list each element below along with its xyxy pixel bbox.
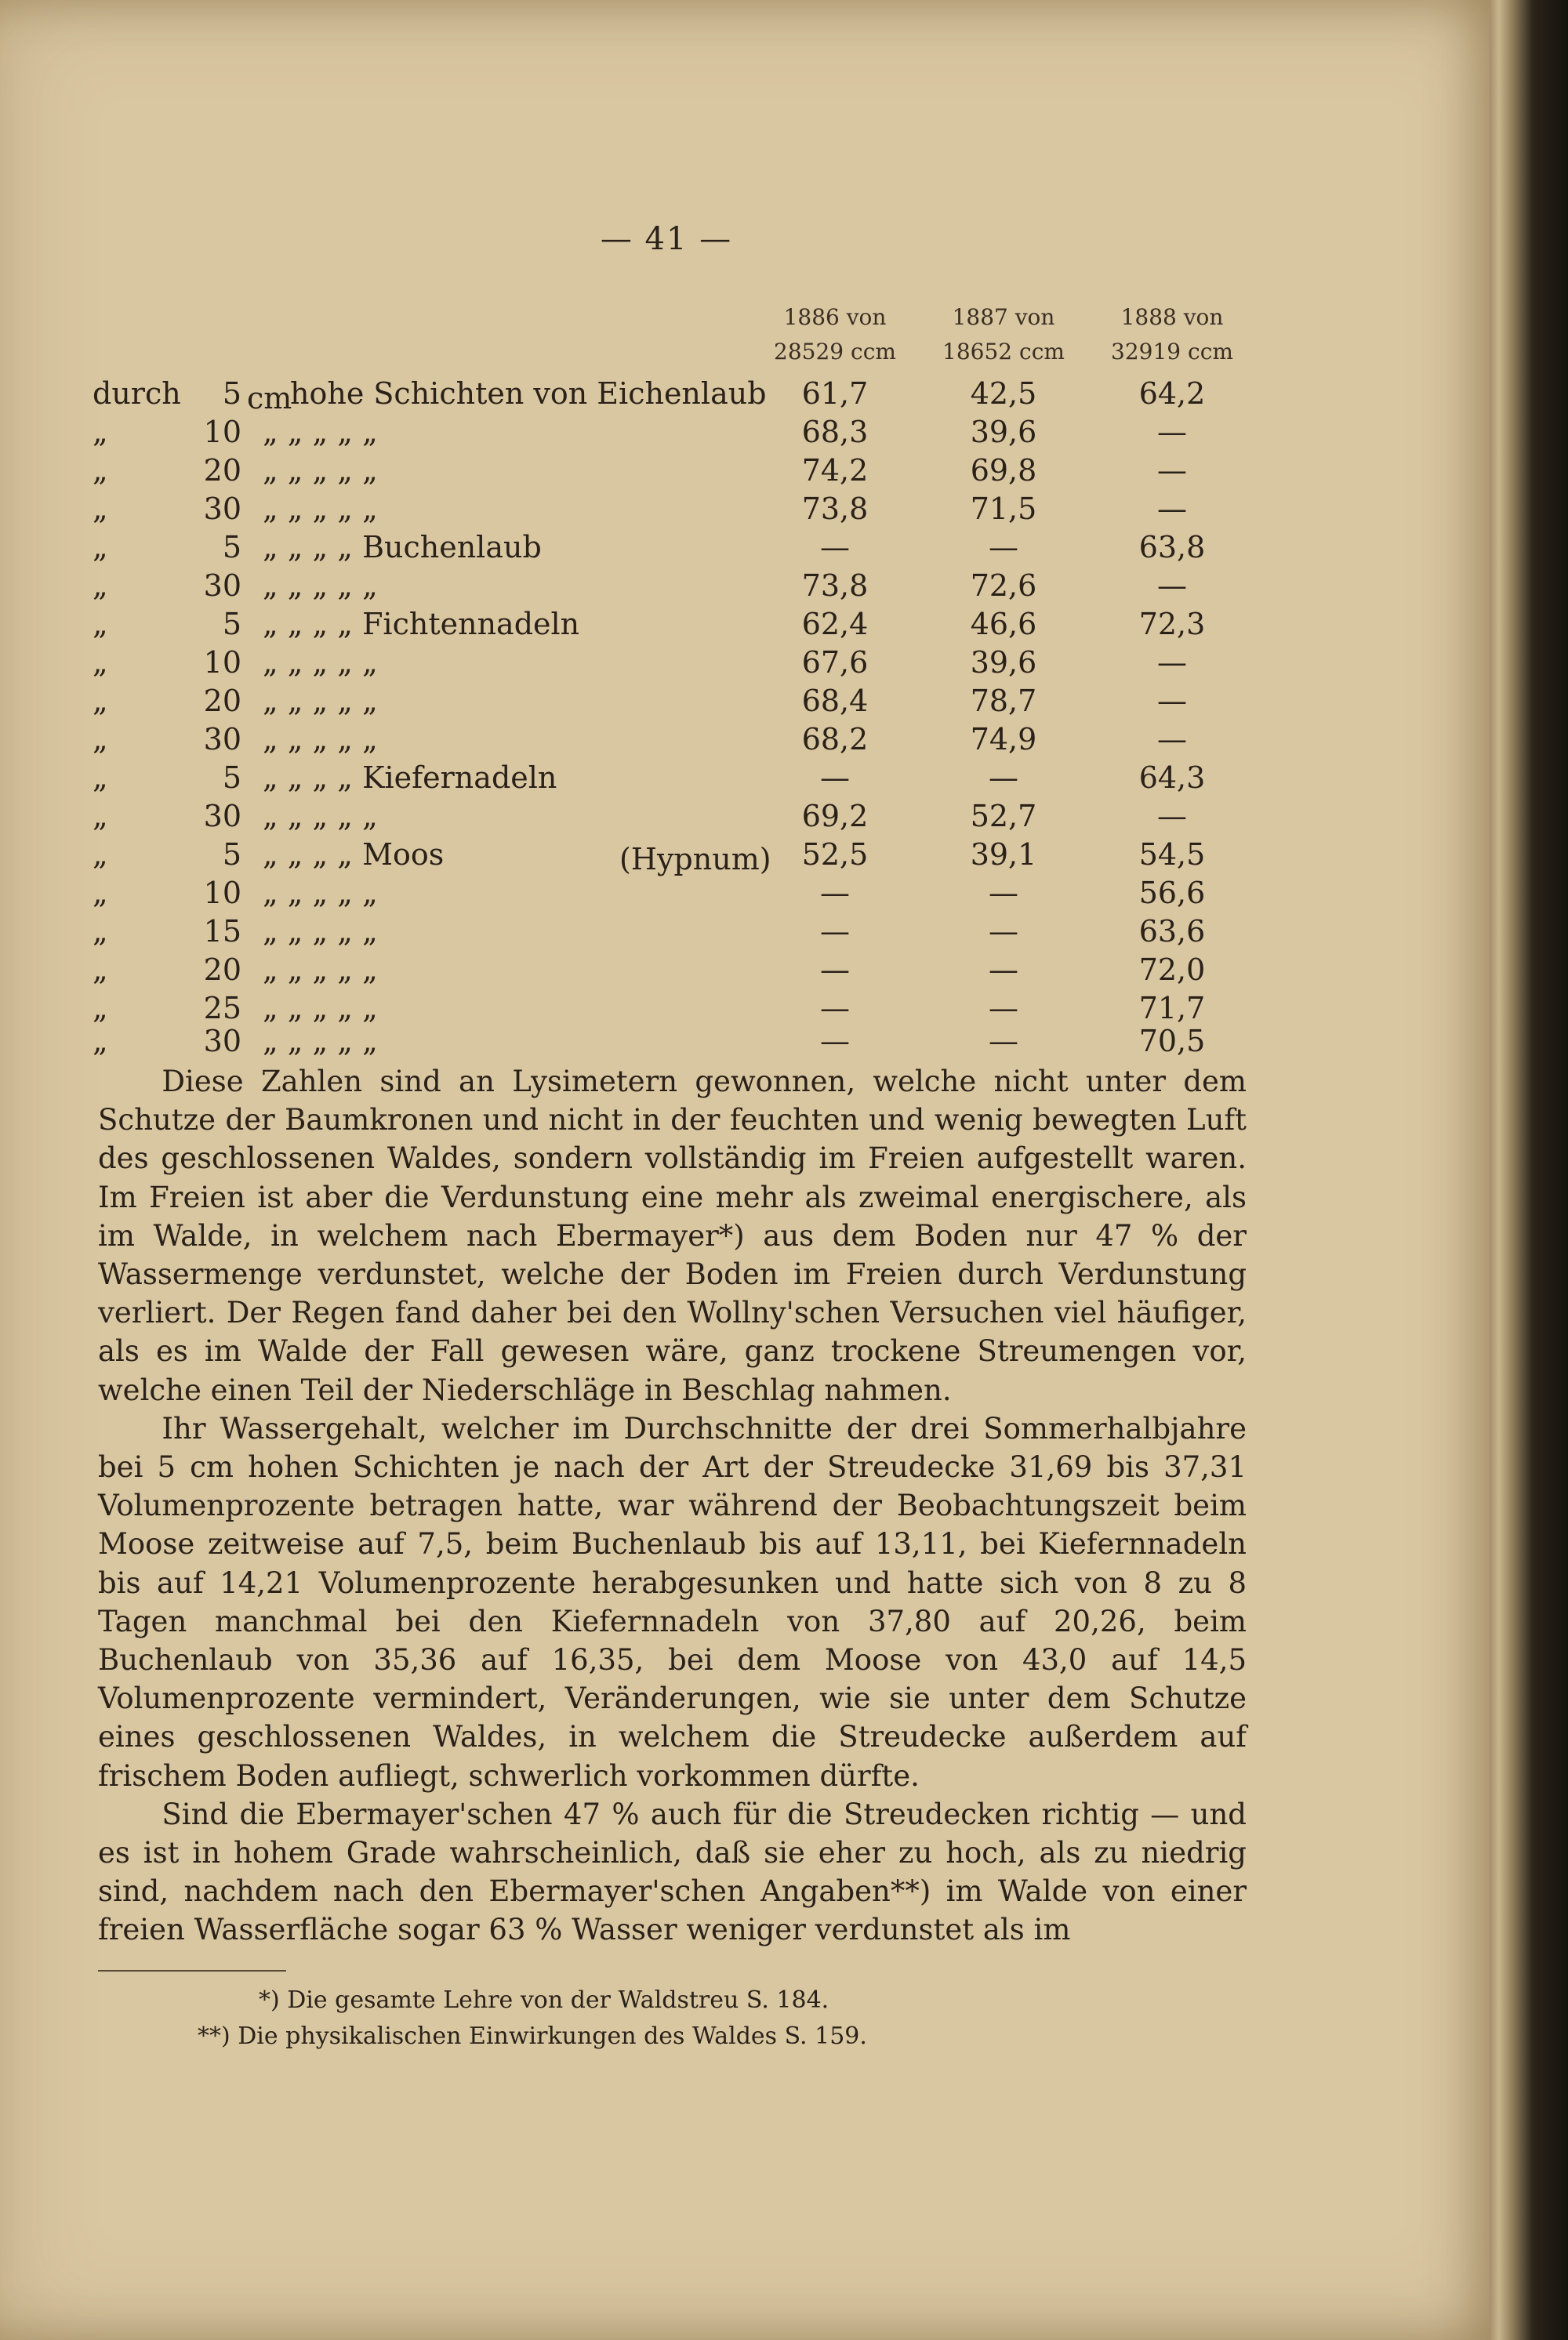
value-1887: 42,5 [970,376,1037,411]
value-1888: 71,7 [1138,991,1206,1025]
paragraph: Diese Zahlen sind an Lysimetern gewonnen, welche nicht unter dem Schutze der Baumkronen und nicht in der feuchten und wenig bewegten Luft des geschlossenen Waldes, sondern vollständig im Freien aufgestellt waren. Im Freien ist aber die Verdunstung eine mehr als zweimal energischere, als im Walde, in welchem nach Ebermayer*) aus dem Boden nur 47 % der Wassermenge verdunstet, welche der Boden im Freien durch Verdunstung verliert. Der Regen fand daher bei den Wollny'schen Versuchen viel häufiger, als es im Walde der Fall gewesen wäre, ganz trockene Streumengen vor, welche einen Teil der Niederschläge in Beschlag nahmen. [98,1065,1247,1407]
row-description: „ „ „ „ „ [263,492,378,526]
row-unit: cm [247,381,292,415]
value-1886: 68,2 [801,722,869,756]
value-1886: — [820,914,850,949]
value-1888: 72,0 [1138,952,1206,987]
row-depth: 20 [203,453,241,488]
value-1886: — [820,1024,850,1058]
value-1886: 67,6 [801,645,869,680]
row-prefix: „ [93,991,108,1025]
row-description: „ „ „ „ „ [263,453,378,488]
value-1888: 56,6 [1138,876,1206,910]
value-1886: 69,2 [801,799,869,833]
value-1888: 72,3 [1138,607,1206,641]
row-description: „ „ „ „ „ [263,415,378,449]
row-depth: 20 [203,952,241,987]
value-1887: — [989,876,1018,910]
value-1886: 62,4 [801,607,869,641]
row-depth: 15 [203,914,241,949]
row-description: hohe Schichten von Eichenlaub [290,376,767,411]
row-prefix: „ [93,684,108,718]
table-row [0,684,1333,721]
row-prefix: durch [93,376,181,411]
row-description: „ „ „ „ Fichtennadeln [263,607,580,641]
table-row [0,607,1333,644]
column-amount: 32919 ccm [1111,339,1233,365]
value-1886: — [820,530,850,564]
table-row [0,952,1333,990]
value-1886: 68,3 [801,415,869,449]
value-1887: — [989,530,1018,564]
column-header-1886 [749,300,921,369]
footnote-rule [98,1970,286,1972]
value-1886: — [820,876,850,910]
row-description: „ „ „ „ Moos [263,837,445,872]
value-1886: — [820,760,850,795]
column-amount: 28529 ccm [774,339,896,365]
row-prefix: „ [93,760,108,795]
row-prefix: „ [93,952,108,987]
table-row [0,568,1333,606]
row-description: „ „ „ „ Kiefernadeln [263,760,557,795]
column-amount: 18652 ccm [942,339,1065,365]
row-description: „ „ „ „ „ [263,568,378,603]
row-description: „ „ „ „ „ [263,799,378,833]
row-prefix: „ [93,492,108,526]
value-1887: 78,7 [970,684,1037,718]
value-1888: 63,8 [1138,530,1206,564]
row-description: „ „ „ „ „ [263,914,378,949]
table-row [0,530,1333,568]
row-description: „ „ „ „ „ [263,876,378,910]
table-row [0,415,1333,452]
row-prefix: „ [93,607,108,641]
row-depth: 20 [203,684,241,718]
table-row [0,453,1333,491]
value-1887: — [989,991,1018,1025]
table-row [0,492,1333,529]
value-1886: 68,4 [801,684,869,718]
table-row [0,760,1333,798]
value-1888: 63,6 [1138,914,1206,949]
row-depth: 30 [203,722,241,756]
value-1888: 64,3 [1138,760,1206,795]
value-1888: 70,5 [1138,1024,1206,1058]
table-row [0,991,1333,1029]
value-1887: 39,6 [970,415,1037,449]
value-1887: 71,5 [970,492,1037,526]
row-depth: 5 [222,530,241,564]
row-prefix: „ [93,530,108,564]
row-prefix: „ [93,722,108,756]
table-row [0,645,1333,683]
value-1886: — [820,952,850,987]
row-depth: 5 [222,760,241,795]
value-1886: 52,5 [801,837,869,872]
value-1887: — [989,760,1018,795]
row-prefix: „ [93,914,108,949]
row-depth: 5 [222,607,241,641]
value-1887: 39,6 [970,645,1037,680]
row-prefix: „ [93,415,108,449]
paragraph: Ihr Wassergehalt, welcher im Durchschnitte der drei Sommerhalbjahre bei 5 cm hohen Schichten je nach der Art der Streudecke 31,69 bis 37,31 Volumenprozente betragen hatte, war während der Beobachtungszeit beim Moose zeitweise auf 7,5, beim Buchenlaub bis auf 13,11, bei Kiefernnadeln bis auf 14,21 Volumenprozente herabgesunken und hatte sich von 8 zu 8 Tagen manchmal bei den Kiefernnadeln von 37,80 auf 20,26, beim Buchenlaub von 35,36 auf 16,35, bei dem Moose von 43,0 auf 14,5 Volumenprozente vermindert, Veränderungen, wie sie unter dem Schutze eines geschlossenen Waldes, in welchem die Streudecke außerdem auf frischem Boden aufliegt, schwerlich vorkommen dürfte. [98,1411,1247,1793]
page-number: — 41 — [600,221,733,257]
table-row [0,376,1333,414]
table-row [0,799,1333,836]
body-text [98,1062,1247,1950]
row-depth: 30 [203,492,241,526]
value-1888: — [1157,415,1187,449]
footnote-1: *) Die gesamte Lehre von der Waldstreu S. 184. [259,1986,829,2014]
row-depth: 25 [203,991,241,1025]
value-1887: 74,9 [970,722,1037,756]
value-1887: 39,1 [970,837,1037,872]
table-row [0,876,1333,913]
value-1886: 74,2 [801,453,869,488]
row-description: „ „ „ „ „ [263,722,378,756]
value-1888: — [1157,684,1187,718]
row-depth: 5 [222,376,241,411]
value-1887: 46,6 [970,607,1037,641]
row-description-note: (Hypnum) [619,842,771,876]
book-spine [1490,0,1568,2340]
row-description: „ „ „ „ „ [263,684,378,718]
value-1887: 72,6 [970,568,1037,603]
row-depth: 10 [203,645,241,680]
row-depth: 5 [222,837,241,872]
footnote-2: **) Die physikalischen Einwirkungen des Waldes S. 159. [198,2023,867,2050]
row-depth: 10 [203,876,241,910]
table-row [0,837,1333,875]
value-1888: — [1157,799,1187,833]
row-depth: 10 [203,415,241,449]
row-prefix: „ [93,1024,108,1058]
row-description: „ „ „ „ „ [263,645,378,680]
row-prefix: „ [93,568,108,603]
value-1888: 64,2 [1138,376,1206,411]
column-year: 1887 von [952,304,1055,330]
value-1886: 61,7 [801,376,869,411]
row-prefix: „ [93,837,108,872]
table-row [0,914,1333,952]
value-1886: 73,8 [801,492,869,526]
value-1887: 69,8 [970,453,1037,488]
value-1887: 52,7 [970,799,1037,833]
row-prefix: „ [93,799,108,833]
value-1888: — [1157,645,1187,680]
value-1887: — [989,1024,1018,1058]
column-year: 1886 von [783,304,887,330]
value-1888: — [1157,722,1187,756]
table-row [0,1024,1333,1061]
row-description: „ „ „ „ „ [263,1024,378,1058]
row-description: „ „ „ „ Buchenlaub [263,530,542,564]
value-1888: — [1157,492,1187,526]
table-row [0,722,1333,760]
row-prefix: „ [93,453,108,488]
paragraph: Sind die Ebermayer'schen 47 % auch für die Streudecken richtig — und es ist in hohem Grade wahrscheinlich, daß sie eher zu hoch, als zu niedrig sind, nachdem nach den Ebermayer'schen Angaben**) im Walde von einer freien Wasserfläche sogar 63 % Wasser weniger verdunstet als im [98,1797,1247,1947]
value-1888: — [1157,453,1187,488]
column-header-1888 [1086,300,1258,369]
value-1887: — [989,914,1018,949]
value-1888: — [1157,568,1187,603]
row-prefix: „ [93,645,108,680]
row-description: „ „ „ „ „ [263,991,378,1025]
value-1888: 54,5 [1138,837,1206,872]
row-description: „ „ „ „ „ [263,952,378,987]
row-depth: 30 [203,1024,241,1058]
value-1886: — [820,991,850,1025]
row-depth: 30 [203,568,241,603]
column-year: 1888 von [1120,304,1224,330]
row-depth: 30 [203,799,241,833]
column-header-1887 [917,300,1090,369]
row-prefix: „ [93,876,108,910]
value-1886: 73,8 [801,568,869,603]
value-1887: — [989,952,1018,987]
